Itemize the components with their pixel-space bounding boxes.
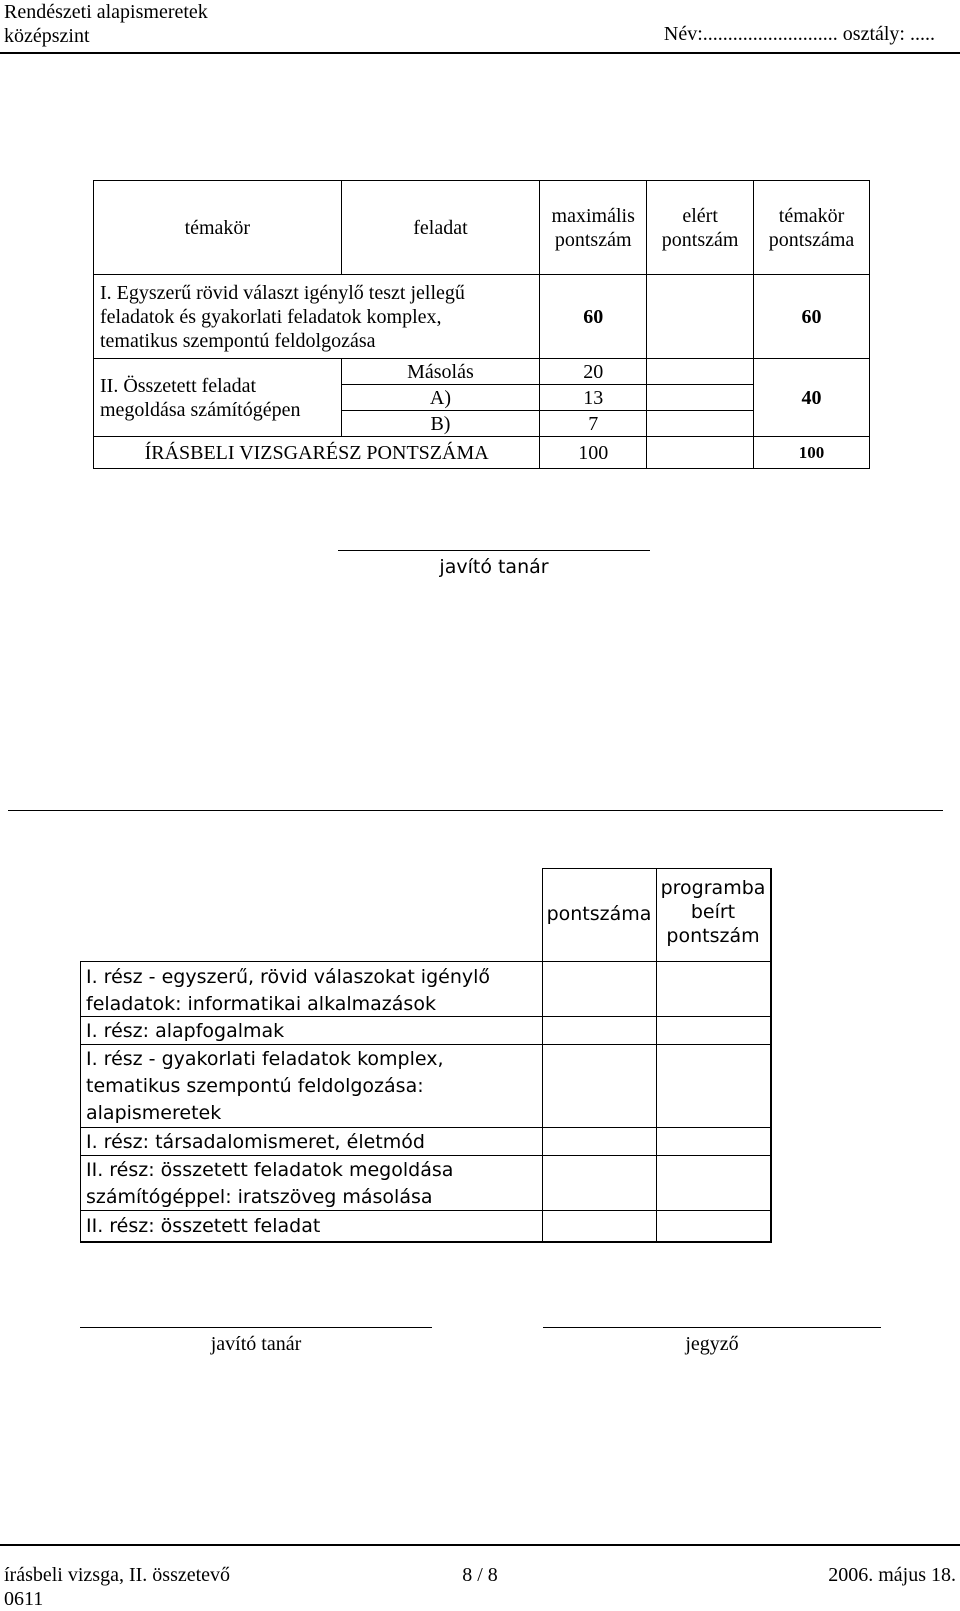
section-divider [8, 810, 943, 811]
signature-label: jegyző [685, 1333, 739, 1355]
list-item: II. rész: összetett feladatok megoldása számítógéppel: iratszöveg másolása [86, 1159, 454, 1208]
sub1-max: 20 [540, 359, 647, 385]
col-max-header: maximális pontszám [540, 181, 647, 275]
total-topic-score: 100 [754, 437, 870, 469]
sub1-label: Másolás [341, 359, 540, 385]
footer-rule [0, 1544, 960, 1546]
signature-label: javító tanár [439, 556, 549, 578]
col-topic-header: témakör [94, 181, 342, 275]
sub3-max: 7 [540, 411, 647, 437]
footer-date: 2006. május 18. [828, 1564, 956, 1586]
sub3-label: B) [341, 411, 540, 437]
sub1-achieved-cell[interactable] [647, 359, 754, 385]
score-table [93, 180, 870, 469]
header-rule [0, 52, 960, 54]
sub2-max: 13 [540, 385, 647, 411]
signature-line [543, 1327, 881, 1328]
row1-description: I. Egyszerű rövid választ igénylő teszt jellegű feladatok és gyakorlati feladatok komplex, tematikus szempontú feldolgozása [94, 275, 540, 359]
col-topic-score-header: témakör pontszáma [754, 181, 870, 275]
total-achieved-cell[interactable] [647, 437, 754, 469]
row1-topic-score: 60 [754, 275, 870, 359]
table-row [94, 359, 870, 385]
signature-line [338, 550, 650, 551]
col-task-header: feladat [341, 181, 540, 275]
row2-description: II. Összetett feladat megoldása számítógépen [94, 359, 342, 437]
row2-topic-score: 40 [754, 359, 870, 437]
signature-line [80, 1327, 432, 1328]
sub3-achieved-cell[interactable] [647, 411, 754, 437]
table-row [94, 437, 870, 469]
table-row [94, 275, 870, 359]
sub2-label: A) [341, 385, 540, 411]
footer-exam: írásbeli vizsga, II. összetevő [4, 1564, 231, 1586]
total-max: 100 [540, 437, 647, 469]
col-score-header: pontszáma [546, 903, 652, 925]
document-header [4, 0, 208, 48]
list-item: I. rész - egyszerű, rövid válaszokat igénylő feladatok: informatikai alkalmazások [86, 966, 491, 1015]
list-item: I. rész: társadalomismeret, életmód [86, 1131, 425, 1153]
software-score-table [80, 868, 773, 1243]
row1-achieved-cell[interactable] [647, 275, 754, 359]
col-achieved-header: elért pontszám [647, 181, 754, 275]
name-class-field: Név:........................... osztály: ..... [663, 23, 935, 45]
row1-max: 60 [540, 275, 647, 359]
list-item: I. rész: alapfogalmak [86, 1020, 285, 1042]
col-program-header: programba beírt pontszám [660, 877, 766, 947]
list-item: I. rész - gyakorlati feladatok komplex, tematikus szempontú feldolgozása: alapismeretek [86, 1048, 444, 1124]
score-table-header-row [94, 181, 870, 275]
level-label: középszint [4, 25, 90, 47]
list-item: II. rész: összetett feladat [86, 1215, 321, 1237]
total-label: ÍRÁSBELI VIZSGARÉSZ PONTSZÁMA [94, 437, 540, 469]
sub2-achieved-cell[interactable] [647, 385, 754, 411]
page-number: 8 / 8 [462, 1564, 498, 1586]
subject-title: Rendészeti alapismeretek [4, 1, 208, 23]
signature-label: javító tanár [210, 1333, 302, 1355]
footer-code: 0611 [4, 1588, 44, 1610]
